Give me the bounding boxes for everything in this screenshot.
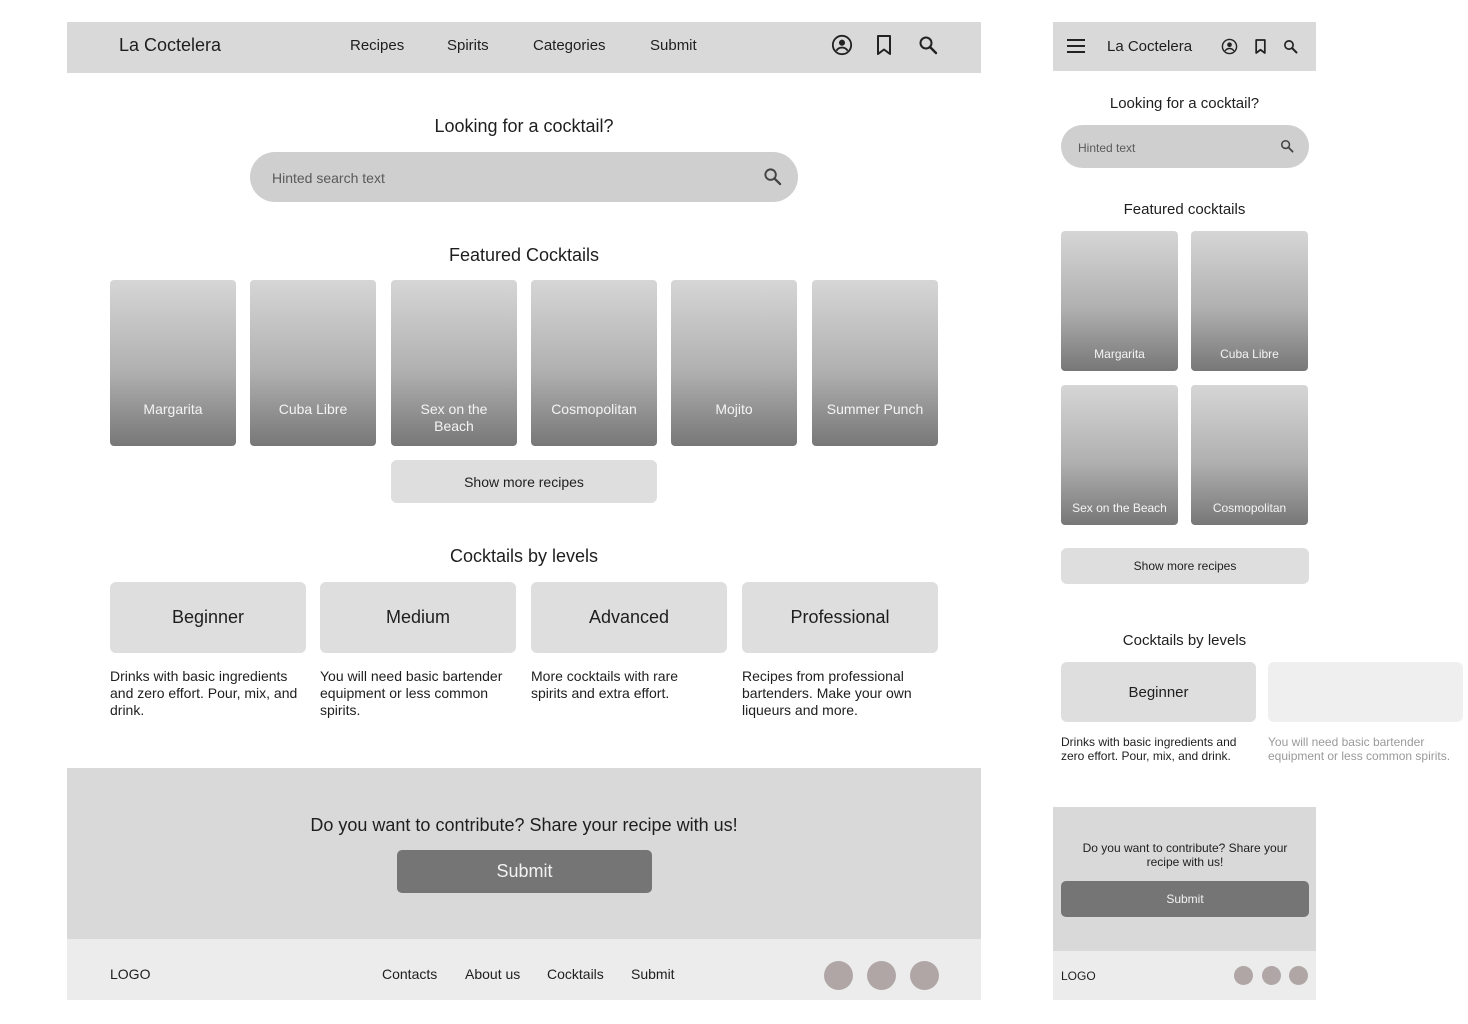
cocktail-name: Margarita <box>143 401 203 417</box>
level-beginner-button[interactable]: Beginner <box>110 582 306 653</box>
nav-categories[interactable]: Categories <box>533 37 606 54</box>
bookmark-icon[interactable] <box>875 34 893 56</box>
bookmark-icon[interactable] <box>1254 38 1267 55</box>
account-circle-icon[interactable] <box>1221 38 1238 55</box>
cocktail-name: Cuba Libre <box>278 401 348 417</box>
footer-link-cocktails[interactable]: Cocktails <box>547 966 604 982</box>
search-input[interactable] <box>1076 125 1270 170</box>
search-title: Looking for a cocktail? <box>1109 95 1260 112</box>
search-title: Looking for a cocktail? <box>434 116 614 136</box>
levels-title: Cocktails by levels <box>449 546 599 566</box>
cocktail-card[interactable] <box>1191 385 1308 525</box>
search-input[interactable] <box>270 152 744 204</box>
footer-link-about[interactable]: About us <box>465 966 521 982</box>
cocktail-name: Cuba Libre <box>1220 347 1279 361</box>
submit-button[interactable]: Submit <box>397 850 652 893</box>
level-description: You will need basic bartender equipment or less common spirits. <box>320 668 503 718</box>
cocktail-card[interactable] <box>250 280 376 446</box>
cocktail-card[interactable] <box>391 280 517 446</box>
social-icon[interactable] <box>1289 966 1308 985</box>
contribute-section <box>67 768 981 939</box>
cocktail-name: Summer Punch <box>826 401 924 417</box>
cocktail-name: Cosmopolitan <box>1212 501 1287 515</box>
cocktail-name: Mojito <box>715 401 753 417</box>
nav-recipes[interactable]: Recipes <box>350 37 405 54</box>
footer-logo[interactable]: LOGO <box>110 966 151 982</box>
cocktail-card[interactable] <box>812 280 938 446</box>
social-icon[interactable] <box>910 961 939 990</box>
footer-link-contacts[interactable]: Contacts <box>382 966 438 982</box>
search-icon[interactable] <box>1280 139 1294 153</box>
nav-submit[interactable]: Submit <box>650 37 697 54</box>
show-more-button[interactable]: Show more recipes <box>1061 548 1309 584</box>
search-bar[interactable] <box>250 152 798 202</box>
level-beginner-button[interactable]: Beginner <box>1061 662 1256 722</box>
cocktail-card[interactable] <box>671 280 797 446</box>
search-bar[interactable] <box>1061 125 1309 168</box>
cocktail-card[interactable] <box>1061 385 1178 525</box>
level-description: More cocktails with rare spirits and extra effort. <box>531 668 679 701</box>
level-description: Recipes from professional bartenders. Make your own liqueurs and more. <box>742 668 912 718</box>
show-more-button[interactable]: Show more recipes <box>391 460 657 503</box>
level-advanced-button[interactable]: Advanced <box>531 582 727 653</box>
cocktail-name: Sex on the Beach <box>1072 501 1167 515</box>
social-icon[interactable] <box>1234 966 1253 985</box>
cocktail-name: Margarita <box>1094 347 1145 361</box>
desktop-footer <box>67 939 981 1000</box>
brand-title[interactable]: La Coctelera <box>119 35 222 55</box>
level-medium-button[interactable] <box>1268 662 1463 722</box>
featured-title: Featured Cocktails <box>448 245 600 265</box>
levels-title: Cocktails by levels <box>1122 632 1247 649</box>
social-icon[interactable] <box>824 961 853 990</box>
level-professional-button[interactable]: Professional <box>742 582 938 653</box>
contribute-text: Do you want to contribute? Share your recipe with us! <box>1082 841 1288 869</box>
cocktail-name: Cosmopolitan <box>551 401 637 417</box>
submit-button[interactable]: Submit <box>1061 881 1309 917</box>
footer-link-submit[interactable]: Submit <box>631 966 675 982</box>
brand-title[interactable]: La Coctelera <box>1107 38 1193 55</box>
social-icon[interactable] <box>867 961 896 990</box>
cocktail-card[interactable] <box>531 280 657 446</box>
footer-logo[interactable]: LOGO <box>1061 969 1096 983</box>
desktop-frame <box>67 22 981 1000</box>
level-description: Drinks with basic ingredients and zero effort. Pour, mix, and drink. <box>110 668 298 718</box>
search-icon[interactable] <box>1283 39 1298 54</box>
featured-title: Featured cocktails <box>1123 201 1246 218</box>
level-description: Drinks with basic ingredients and zero effort. Pour, mix, and drink. <box>1061 735 1237 763</box>
search-icon[interactable] <box>918 35 938 55</box>
mobile-footer <box>1053 951 1316 1000</box>
level-description: You will need basic bartender equipment or less common spirits. <box>1268 735 1451 763</box>
hamburger-menu-icon[interactable] <box>1067 39 1085 53</box>
search-icon[interactable] <box>763 167 782 186</box>
cocktail-card[interactable] <box>110 280 236 446</box>
nav-spirits[interactable]: Spirits <box>447 37 489 54</box>
account-circle-icon[interactable] <box>831 34 853 56</box>
contribute-section <box>1053 807 1316 951</box>
mobile-frame <box>1053 22 1451 1000</box>
cocktail-name: Sex on the Beach <box>420 401 488 434</box>
social-icon[interactable] <box>1262 966 1281 985</box>
mobile-header <box>1053 22 1316 71</box>
cocktail-card[interactable] <box>1191 231 1308 371</box>
contribute-text: Do you want to contribute? Share your recipe with us! <box>310 815 738 835</box>
level-medium-button[interactable]: Medium <box>320 582 516 653</box>
desktop-header <box>67 22 981 73</box>
cocktail-card[interactable] <box>1061 231 1178 371</box>
